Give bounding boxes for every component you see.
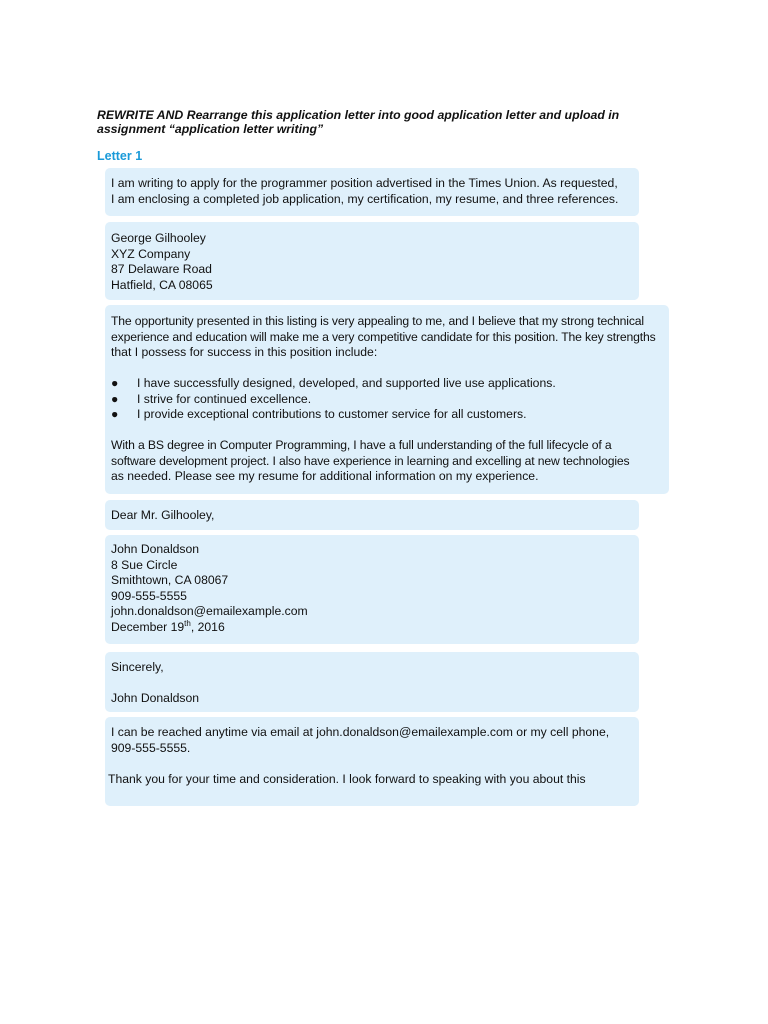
list-item [111, 392, 669, 408]
instruction-line-1: REWRITE AND Rearrange this application letter into good application letter and upload in [97, 108, 620, 122]
recipient-name: George Gilhooley [111, 231, 206, 245]
list-item [111, 376, 669, 392]
intro-line-1: I am writing to apply for the programmer position advertised in the Times Union. As requested, [111, 176, 618, 190]
list-item [111, 407, 669, 423]
closing-block [105, 652, 639, 712]
sender-street: 8 Sue Circle [111, 557, 178, 572]
body-para1-line-1: The opportunity presented in this listing is very appealing to me, and I believe that my strong technical [111, 314, 644, 328]
date-prefix: December 19 [111, 619, 185, 634]
spacer [111, 756, 639, 772]
spacer [111, 676, 639, 692]
spacer [111, 361, 669, 377]
intro-paragraph-block [105, 168, 639, 216]
sender-phone: 909-555-5555 [111, 588, 187, 603]
intro-line-2: I am enclosing a completed job application, my certification, my resume, and three references. [111, 191, 619, 206]
sender-city: Smithtown, CA 08067 [111, 573, 229, 587]
letter-title: Letter 1 [97, 149, 143, 163]
recipient-city: Hatfield, CA 08065 [111, 277, 213, 292]
sender-address-block [105, 535, 639, 644]
instruction-line-2: assignment “application letter writing” [97, 122, 324, 136]
sender-email: john.donaldson@emailexample.com [111, 604, 308, 618]
date-ordinal-suffix: th [184, 618, 191, 628]
bullet-icon: ● [111, 376, 119, 390]
body-para2-line-2: software development project. I also have experience in learning and excelling at new technologies [111, 453, 630, 468]
valediction: Sincerely, [111, 660, 164, 674]
assignment-instruction [97, 108, 657, 136]
thanks-line: Thank you for your time and consideration. I look forward to speaking with you about this [108, 771, 586, 786]
strength-text: I have successfully designed, developed, and supported live use applications. [137, 376, 556, 390]
body-para2-line-1: With a BS degree in Computer Programming, I have a full understanding of the full lifecycle of a [111, 438, 612, 452]
bullet-icon: ● [111, 391, 119, 406]
body-paragraph-block [105, 305, 669, 494]
contact-line-1: I can be reached anytime via email at john.donaldson@emailexample.com or my cell phone, [111, 725, 610, 739]
body-para1-line-2: experience and education will make me a very competitive candidate for this position. The key strengths [111, 329, 656, 344]
strengths-list [111, 376, 669, 423]
recipient-company: XYZ Company [111, 246, 191, 261]
bullet-icon: ● [111, 407, 119, 421]
greeting-text: Dear Mr. Gilhooley, [111, 508, 215, 522]
letter-date [111, 620, 639, 636]
sender-name: John Donaldson [111, 542, 200, 556]
strength-text: I provide exceptional contributions to customer service for all customers. [137, 407, 527, 421]
body-para2-line-3: as needed. Please see my resume for additional information on my experience. [111, 469, 539, 483]
recipient-address-block [105, 222, 639, 300]
spacer [111, 423, 669, 439]
body-para1-line-3: that I possess for success in this position include: [111, 345, 378, 359]
contact-block [105, 717, 639, 806]
strength-text: I strive for continued excellence. [137, 391, 312, 406]
signature-name: John Donaldson [111, 691, 200, 705]
greeting-block [105, 500, 639, 530]
contact-line-2: 909-555-5555. [111, 740, 191, 755]
date-suffix: , 2016 [190, 619, 225, 634]
recipient-street: 87 Delaware Road [111, 262, 212, 276]
